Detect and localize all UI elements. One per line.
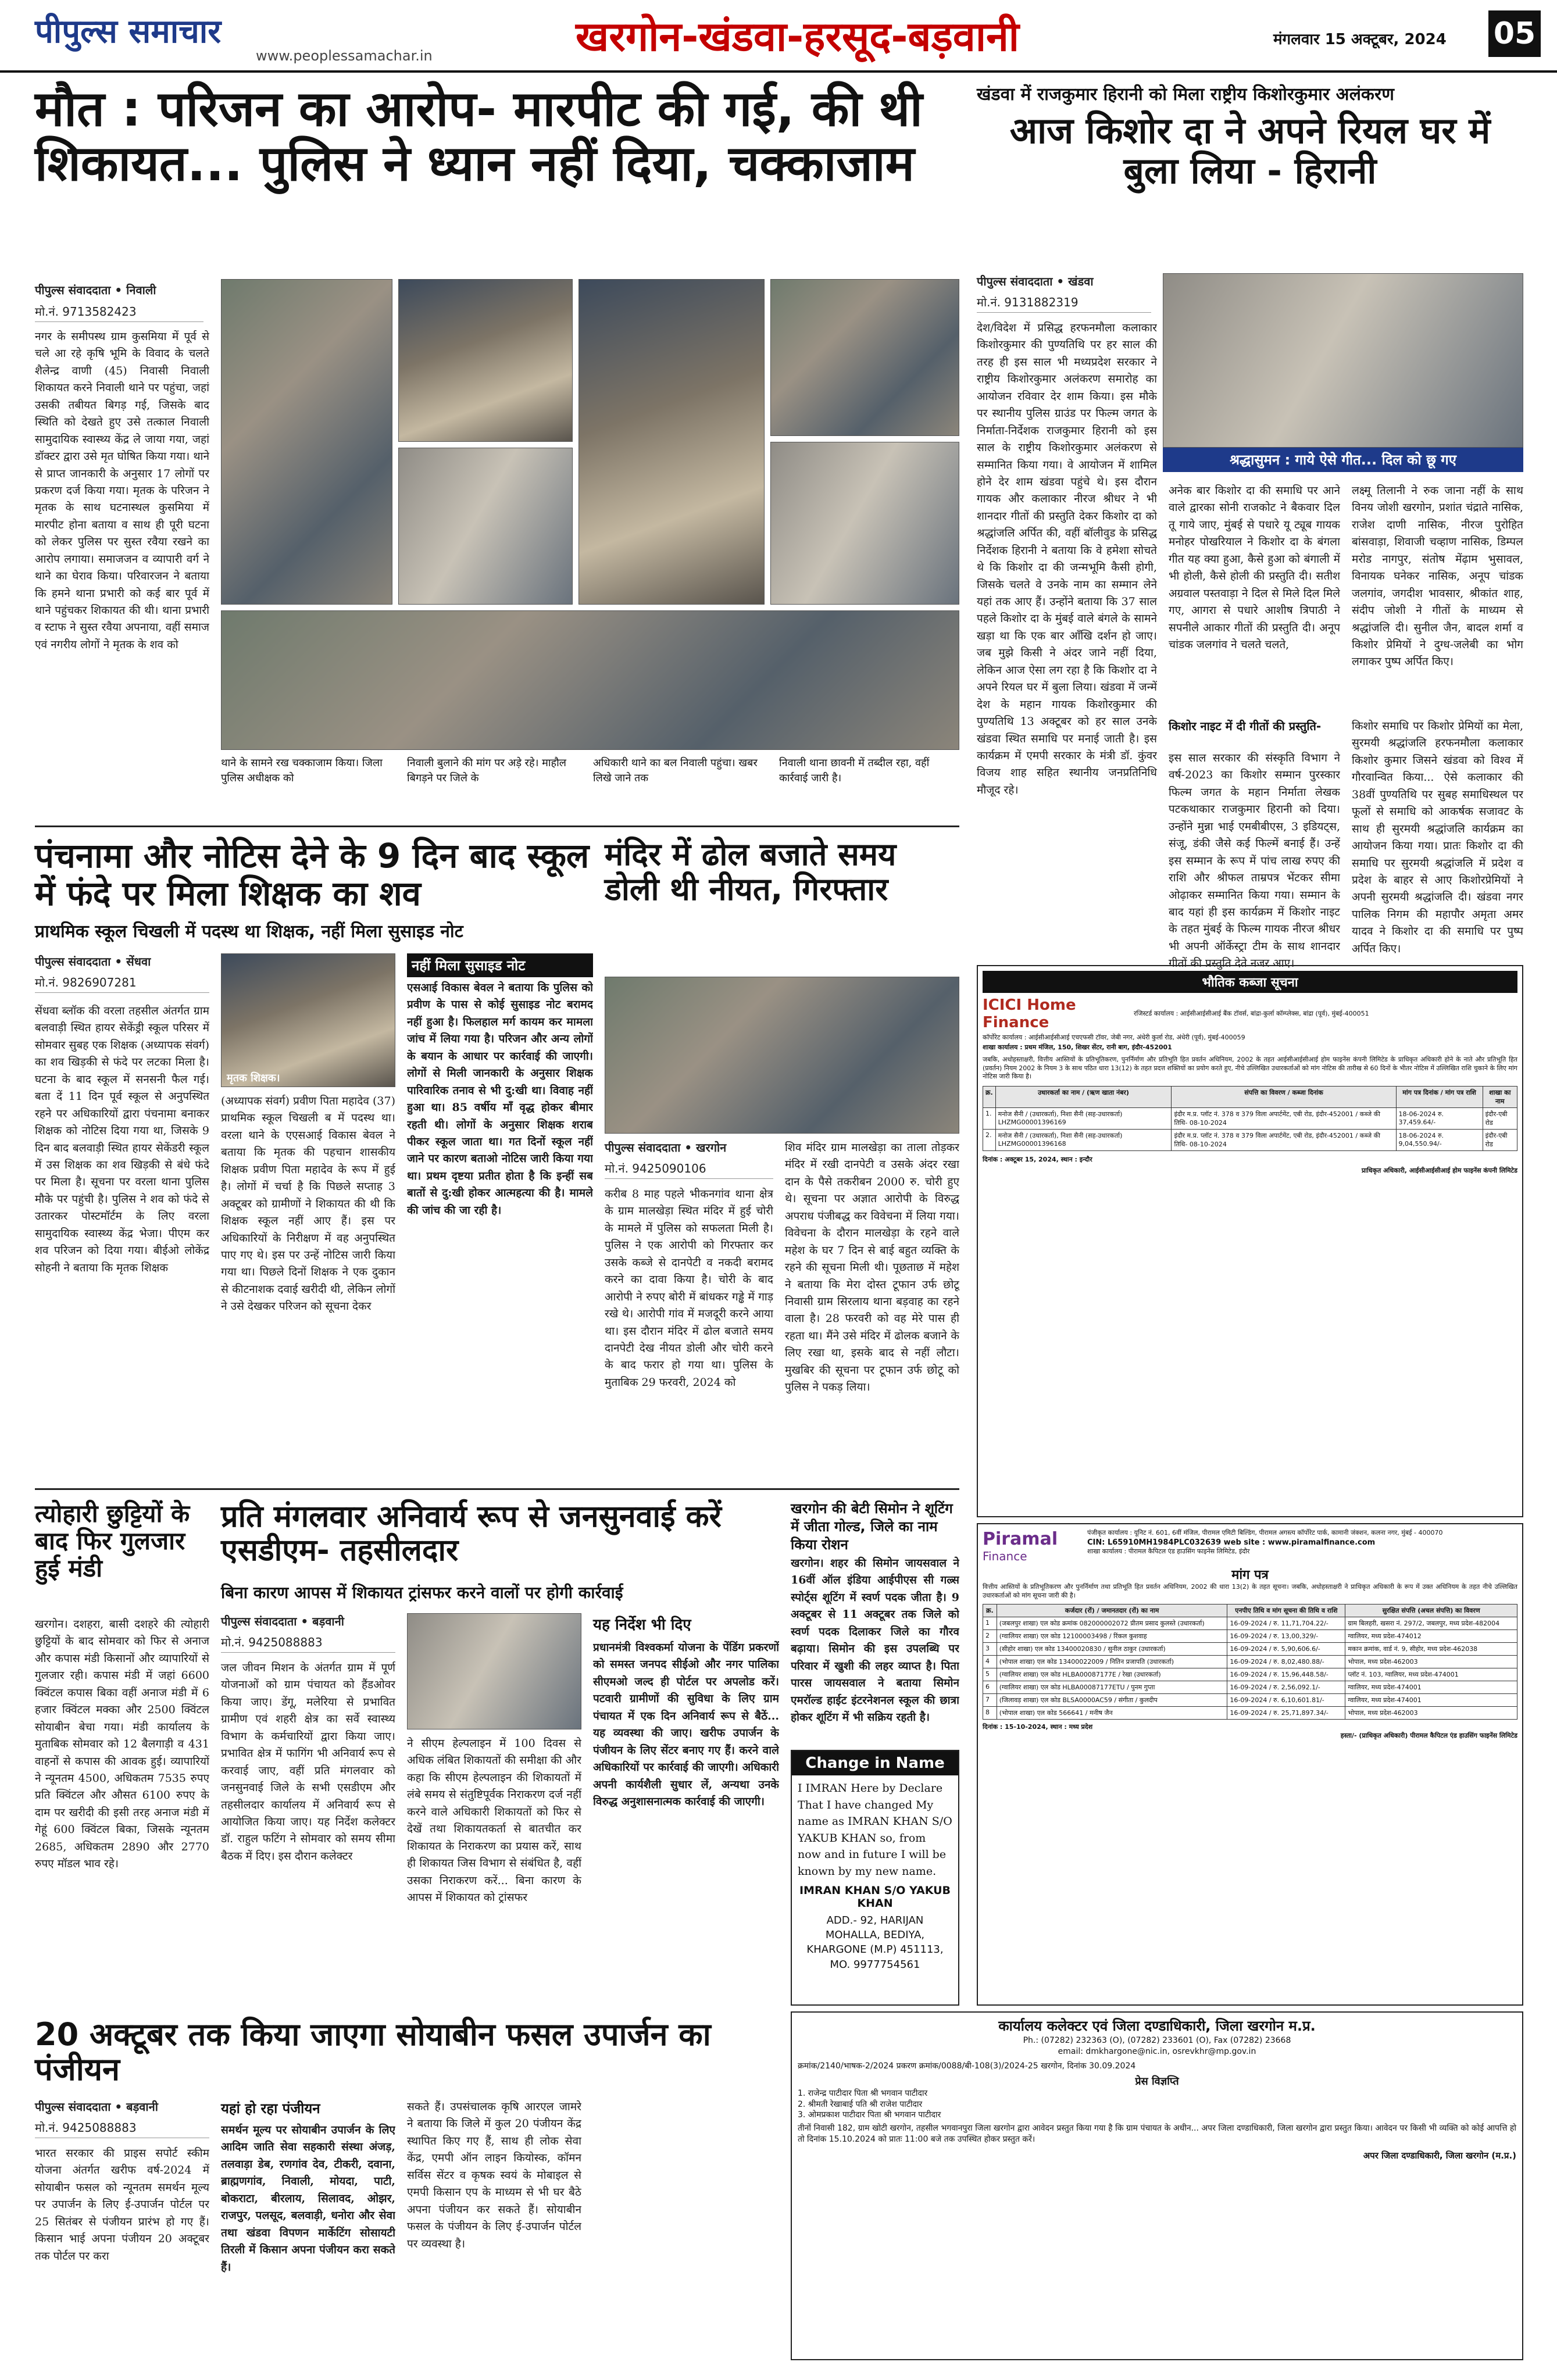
table-cell: इंदौर म.प्र. प्लॉट नं. 378 व 379 विला अपार्टमेंट, एबी रोड, इंदौर-452001 / कब्जे की तिथि- 08-10-2024 [1172,1130,1396,1151]
table-cell: 6 [983,1681,997,1693]
byline: पीपुल्स संवाददाता • सेंधवा [35,955,151,969]
news-photo [398,279,573,442]
table-header: उधारकर्ता का नाम / (ऋण खाता नंबर) [995,1087,1172,1108]
article-body-col5: किशोर समाधि पर किशोर प्रेमियों का मेला, सुरमयी श्रद्धांजलि हरफनमौला कलाकार किशोर कुमार जिसने खंडवा को विश्व में गौरवान्वित किया... ऐसे कलाकार की 38वीं पुण्यतिथि पर सुबह समाधिस्थल पर फूलों से समाधि को आकर्षक सजावट के साथ ही सुरमयी श्रद्धांजलि कार्यक्रम का आयोजन किया गया। प्रातः किशोर दा की समाधि पर सुरमयी श्रद्धांजलि में प्रदेश व प्रदेश के बाहर से आए किशोरप्रेमियों ने अपनी सुरमयी श्रद्धांजलि दी। खंडवा नगर पालिक निगम की महापौर अमृता अमर यादव ने किशोर दा की समाधि पर पुष्प अर्पित किए। [1352,720,1523,955]
table-row [983,1693,1517,1706]
masthead [0,0,1557,73]
subhead: किशोर नाइट में दी गीतों की प्रस्तुति- [1169,719,1322,733]
kicker: खंडवा में राजकुमार हिरानी को मिला राष्ट्रीय किशोरकुमार अलंकरण [977,84,1394,105]
table-cell: प्लॉट नं. 103, ग्वालियर, मध्य प्रदेश-474001 [1345,1668,1517,1681]
table-cell: मनोज सैनी / (उधारकर्ता), निशा सैनी (सह-उधारकर्ता) LHZMG00001396168 [995,1130,1172,1151]
table-cell: 18-06-2024 रु. 9,04,550.94/- [1396,1130,1483,1151]
notice-intro: जबकि, अधोहस्ताक्षरी, वित्तीय आस्तियों के प्रतिभूतिकरण, पुनर्निर्माण और प्रतिभूति हित प्रवर्तन अधिनियम, 2002 के तहत आईसीआईसीआई होम फाइनेंस कंपनी लिमिटेड के प्राधिकृत अधिकारी होने के नाते और प्रतिभूति हित (प्रवर्तन) नियम 2002 के नियम 3 के साथ पठित धारा 13(12) के तहत प्रदत्त शक्तियों का प्रयोग करते हुए, नीचे उल्लिखित उधारकर्ताओं को मांग नोटिस की तारीख से 60 दिनों के भीतर नोटिस में उल्लिखित राशि चुकाने के लिए मांग नोटिस जारी किया है। [983,1055,1517,1081]
table-cell: 5 [983,1668,997,1681]
story-simon-shooting [791,1500,959,1744]
table-cell: 2 [983,1629,997,1642]
table-header: क्र. [983,1604,997,1617]
issue-date: मंगलवार 15 अक्टूबर, 2024 [1273,31,1447,48]
table-header: क्र. [983,1087,996,1108]
table-cell: 8 [983,1706,997,1719]
story-soybean [35,2017,779,2366]
byline: पीपुल्स संवाददाता • बड़वानी [35,2100,158,2114]
notice-signature: प्राधिकृत अधिकारी, आईसीआईसीआई होम फाइनेंस कंपनी लिमिटेड [1361,1167,1517,1175]
byline: पीपुल्स संवाददाता • बड़वानी [221,1614,344,1628]
release-body: तीनों निवासी 182, ग्राम खोटी खरगोन, तहसील भगवानपुरा जिला खरगोन द्वारा आवेदन प्रस्तुत किया गया है कि ग्राम पंचायत के अधीन... अपर जिला दण्डाधिकारी, जिला खरगोन द्वारा प्रस्तुत किया। आवेदन पर किसी भी व्यक्ति को कोई आपत्ति हो तो दिनांक 15.10.2024 को प्रातः 11:00 बजे तक उपस्थित होकर प्रस्तुत करें। [798,2124,1516,2145]
table-row [983,1655,1517,1668]
brand-logo: पीपुल्स समाचार [35,13,222,51]
icici-logo: ICICI Home Finance [983,996,1076,1031]
table-cell: 16-09-2024 / रु. 2,56,092.1/- [1227,1681,1345,1693]
table-row [983,1642,1517,1655]
article-body-col2: ने सीएम हेल्पलाइन में 100 दिवस से अधिक लंबित शिकायतों की समीक्षा की और कहा कि सीएम हेल्पलाइन की शिकायतों में लंबे समय से संतुष्टिपूर्वक निराकरण दर्ज नहीं करने वाले अधिकारी शिकायतों को फिर से देखें तथा शिकायतकर्ता से बातचीत कर शिकायत के निराकरण का प्रयास करें, साथ ही शिकायत जिस विभाग से संबंधित है, वहीं उसका निराकरण करें... बिना कारण के आपस में शिकायत को ट्रांसफर [407,1737,581,1904]
piramal-logo: Piramal [983,1529,1058,1549]
page-number: 05 [1488,10,1541,57]
table-cell: 18-06-2024 रु. 37,459.64/- [1396,1108,1483,1130]
article-body-col3: लक्ष्मू तिलानी ने रुक जाना नहीं के साथ विनय जोशी खरगोन, प्रशांत चंद्राते नासिक, राजेश दाणी नासिक, नीरज पुरोहित बांसवाड़ा, शिवाजी चव्हाण नासिक, डिम्पल मरोड नागपुर, संतोष मेंढ़ाम भुसावल, विनायक घनेकर नासिक, अनूप चांडक जलगांव, जगदीश भावसार, श्रीकांत शाह, संदीप जोशी ने गीतों के माध्यम से श्रद्धांजलि दी। सुनील जैन, बादल शर्मा व किशोर प्रेमियों ने दुग्ध-जलेबी का भोग लगाकर पुष्प अर्पित किए। [1352,484,1523,669]
story-nivali [35,81,959,826]
table-row [983,1130,1517,1151]
news-photo [221,610,959,750]
news-photo [770,279,959,436]
table-cell: (ग्वालियर शाखा) एल कोड 12100003498 / रिंकल कुशवाह [997,1629,1227,1642]
table-cell: 16-09-2024 / रु. 25,71,897.34/- [1227,1706,1345,1719]
table-cell: (सीहोर शाखा) एल कोड 13400020830 / सुनील ठाकुर (उधारकर्ता) [997,1642,1227,1655]
meeting-photo [407,1613,581,1729]
table-cell: भोपाल, मध्य प्रदेश-462003 [1345,1655,1517,1668]
article-body-col2: अनेक बार किशोर दा की समाधि पर आने वाले द्वारका सोनी राजकोट ने बैकवार दिल तू गाये जाए, मुंबई से पधारे यू ट्यूब गायक मनोहर पोखरियाल ने किशोर दा के बंगला गीत यह क्या हुआ, कैसे हुआ को बंगाली में भी होली, कैसे होली की प्रस्तुति दी। सतीश अग्रवाल पस्तवाड़ा ने दिल से मिले दिल मिले गए, आगरा से पधारे आशीष त्रिपाठी ने सपनीले आकार गीतों की प्रस्तुति दी। अनूप चांडक जलगांव ने चलते चलते, [1169,484,1340,651]
release-signature: अपर जिला दण्डाधिकारी, जिला खरगोन (म.प्र.) [1363,2150,1516,2161]
table-cell: 16-09-2024 / रु. 11,71,704.22/- [1227,1617,1345,1629]
table-cell: मनोज सैनी / (उधारकर्ता), निशा सैनी (सह-उधारकर्ता) LHZMG00001396169 [995,1108,1172,1130]
mobile-number: मो.नं. 9826907281 [35,972,209,993]
sidebar-body: प्रधानमंत्री विश्वकर्मा योजना के पेंडिंग प्रकरणों को समस्त जनपद सीईओ और नगर पालिका सीएमओ जल्द ही पोर्टल पर अपलोड करें। पटवारी ग्रामीणों की सुविधा के लिए ग्राम पंचायत में एक दिन अनिवार्य रूप से बैठें... यह व्यवस्था की जाए। खरीफ उपार्जन के पंजीयन के लिए सेंटर बनाए गए हैं। करने वाले अधिकारियों पर कार्रवाई की जाएगी। अधिकारी अपनी कार्यशैली सुधार लें, अन्यथा उनके विरुद्ध अनुशासनात्मक कार्रवाई की जाएगी। [593,1641,779,1808]
notice-footer: दिनांक : 15-10-2024, स्थान : मध्य प्रदेश [983,1723,1093,1731]
table-cell: 4 [983,1655,997,1668]
table-cell: भोपाल, मध्य प्रदेश-462003 [1345,1706,1517,1719]
article-body: देश/विदेश में प्रसिद्ध हरफनमौला कलाकार किशोरकुमार की पुण्यतिथि पर हर साल की तरह ही इस साल भी मध्यप्रदेश सरकार ने राष्ट्रीय किशोरकुमार अलंकरण समारोह का आयोजन रविवार देर शाम किया। इस मौके पर स्थानीय पुलिस ग्राउंड पर फिल्म जगत के निर्माता-निर्देशक राजकुमार हिरानी को इस साल के राष्ट्रीय किशोरकुमार अलंकरण से सम्मानित किया गया। वे आयोजन में शामिल होने देर शाम खंडवा पहुंचे थे। इस दौरान गायक और कलाकार नीरज श्रीधर ने भी शानदार गीतों की प्रस्तुति देकर किशोर दा को श्रद्धांजलि अर्पित की, वहीं बॉलीवुड के प्रसिद्ध निर्देशक हिरानी ने बताया कि वे हमेशा सोचते थे कि किशोर दा की जन्मभूमि कैसी होगी, जिसके चलते वे उनके नाम का सम्मान लेने यहां तक आए हैं। उन्होंने बताया कि 37 साल पहले किशोर दा के मुंबई वाले बंगले के सामने खड़ा था कि एक बार आँखि दर्शन हो जाए। जब मुझे किसी ने अंदर जाने नहीं दिया, लेकिन आज ऐसा लग रहा है कि किशोर दा ने अपने रियल घर में बुला लिया। खंडवा में जन्में देश के महान गायक किशोरकुमार की पुण्यतिथि 13 अक्टूबर को हर साल उनके खंडवा स्थित समाधि पर मनाई जाती है। इस कार्यक्रम में एमपी सरकार के मंत्री डॉ. कुंवर विजय शाह सहित स्थानीय जनप्रतिनिधि मौजूद रहे। [977,321,1157,796]
sidebar-title: नहीं मिला सुसाइड नोट [407,953,593,977]
table-header: कर्जदार (रों) / जमानतदार (रों) का नाम [997,1604,1227,1617]
news-photo [770,442,959,605]
story-khargone-temple [605,837,959,1482]
table-cell: ग्राम बिलहरी, खसरा नं. 297/2, जबलपुर, मध्य प्रदेश-482004 [1345,1617,1517,1629]
table-row [983,1706,1517,1719]
office-phone: Ph.: (07282) 232363 (O), (07282) 233601 (O), Fax (07282) 23668 [1023,2036,1291,2045]
story-sendhwa [35,837,593,1482]
branch-office: शाखा कार्यालय : पीरामल कैपिटल एंड हाउसिंग फाइनेंस लिमिटेड, इंदौर [1087,1548,1250,1556]
caption: थाने के सामने रख चक्काजाम किया। जिला पुलिस अधीक्षक को [221,757,383,785]
table-cell: (ग्वालियर शाखा) एल कोड HLBA00087177E / रेखा (उधारकर्ता) [997,1668,1227,1681]
photo-caption: श्रद्धासुमन : गाये ऐसे गीत... दिल को छू गए [1163,448,1523,472]
story-mandi [35,1500,209,2011]
change-name-ad [791,1750,959,2006]
table-cell: इंदौर-एबी रोड [1483,1108,1517,1130]
divider [35,1488,959,1490]
release-item: 2. श्रीमती रेखाबाई पति श्री राजेश पाटीदार [798,2099,923,2109]
headline: प्रति मंगलवार अनिवार्य रूप से जनसुनवाई करें एसडीएम- तहसीलदार [221,1499,722,1568]
teacher-photo [221,953,395,1087]
table-cell: (भोपाल शाखा) एल कोड 13400022009 / नितिन प्रजापति (उधारकर्ता) [997,1655,1227,1668]
cin-number: CIN: L65910MH1984PLC032639 web site : www.piramalfinance.com [1087,1538,1376,1547]
table-cell: 3 [983,1642,997,1655]
article-body-col2: शिव मंदिर ग्राम मालखेड़ा का ताला तोड़कर मंदिर में रखी दानपेटी व उसके अंदर रखा दान के पैसे तकरीबन 2000 रु. चोरी हुए थे। सूचना पर अज्ञात आरोपी के विरुद्ध अपराध पंजीबद्ध कर विवेचना में लिया गया। विवेचना के दौरान मालखेड़ा के रहने वाले महेश के घर 7 दिन से बाई बहुत व्यक्ति के रहने की सूचना मिली थी। पूछताछ में महेश ने बताया कि मेरा दोस्त टूफान उर्फ छोटू निवासी ग्राम सिरलाय थाना बड़वाह का रहने वाला है। 28 फरवरी को वह मेरे पास ही रहता था। मैंने उसे मंदिर में ढोलक बजाने के लिए रखा था, इसके बाद से नहीं लौटा। मुखबिर की सूचना पर टूफान उर्फ छोटू को पुलिस ने पकड़ लिया। [785,1141,959,1394]
branch-office: शाखा कार्यालय : प्रथम मंजिल, 150, शिखर सेंटर, रानी बाग, इंदौर-452001 [983,1043,1172,1051]
office-title: कार्यालय कलेक्टर एवं जिला दण्डाधिकारी, जिला खरगोन म.प्र. [998,2018,1316,2034]
table-cell: 2. [983,1130,996,1151]
caption: निवाली थाना छावनी में तब्दील रहा, वहीं कार्रवाई जारी है। [779,757,930,785]
headline: खरगोन की बेटी सिमोन ने शूटिंग में जीता गोल्ड, जिले का नाम किया रोशन [791,1500,953,1553]
table-cell: 16-09-2024 / रु. 5,90,606.6/- [1227,1642,1345,1655]
box-body: समर्थन मूल्य पर सोयाबीन उपार्जन के लिए आदिम जाति सेवा सहकारी संस्था अंजड़, तलवाड़ा डेब, रणगांव देव, टीकरी, दवाना, ब्राह्मणगांव, निवाली, मोयदा, पाटी, बोकराटा, बीरलाय, सिलावद, ओझर, राजपुर, पलसूद, बलवाड़ी, धनोरा और सेवा तथा खंडवा विपणन मार्केटिंग सोसायटी तिरली में किसान अपना पंजीयन करा सकते हैं। [221,2124,395,2274]
collector-press-release [791,2011,1523,2360]
table-cell: ग्वालियर, मध्य प्रदेश-474001 [1345,1681,1517,1693]
caption: निवाली बुलाने की मांग पर अड़े रहे। माहौल बिगड़ने पर जिले के [407,757,566,785]
table-row [983,1668,1517,1681]
article-body-col2: सकते हैं। उपसंचालक कृषि आरएल जामरे ने बताया कि जिले में कुल 20 पंजीयन केंद्र स्थापित किए गए हैं, साथ ही लोक सेवा केंद्र, एमपी ऑन लाइन कियोस्क, कॉमन सर्विस सेंटर व कृषक स्वयं के मोबाइल से एमपी किसान एप के माध्यम से भी घर बैठे अपना पंजीयन कर सकते हैं। सोयाबीन फसल के पंजीयन के लिए ई-उपार्जन पोर्टल पर व्यवस्था है। [407,2100,581,2250]
story-khandwa [977,81,1523,970]
borrower-table [983,1086,1517,1151]
mobile-number: मो.नं. 9131882319 [977,292,1151,313]
table-cell: 16-09-2024 / रु. 13,00,329/- [1227,1629,1345,1642]
corporate-office: कॉर्पोरेट कार्यालय : आईसीआईसीआई एचएफसी टॉवर, जेबी नगर, अंधेरी कुर्ला रोड, अंधेरी (पूर्व), मुंबई-400059 [983,1034,1245,1041]
headline: मौत : परिजन का आरोप- मारपीट की गई, की थी शिकायत... पुलिस ने ध्यान नहीं दिया, चक्काजाम [35,80,923,192]
table-cell: 16-09-2024 / रु. 15,96,448.58/- [1227,1668,1345,1681]
mobile-number: मो.नं. 9425088883 [221,1632,395,1653]
table-cell: (ग्वालियर शाखा) एल कोड HLBA00087177ETU / पुनम गुप्ता [997,1681,1227,1693]
site-url[interactable]: www.peoplessamachar.in [256,48,433,64]
table-cell: 7 [983,1693,997,1706]
news-photo [398,448,573,605]
photo-label: मृतक शिक्षक। [227,1072,280,1084]
ad-address: ADD.- 92, HARIJAN MOHALLA, BEDIYA, KHARGONE (M.P) 451113, MO. 9977754561 [806,1914,944,1971]
article-body: भारत सरकार की प्राइस सपोर्ट स्कीम योजना अंतर्गत खरीफ वर्ष-2024 में सोयाबीन फसल को न्यूनतम समर्थन मूल्य पर उपार्जन के लिए ई-उपार्जन पोर्टल पर 25 सितंबर से पंजीयन प्रारंभ हो गए हैं। किसान भाई अपना पंजीयन 20 अक्टूबर तक पोर्टल पर करा [35,2147,209,2263]
notice-title: भौतिक कब्जा सूचना [983,971,1517,993]
headline: 20 अक्टूबर तक किया जाएगा सोयाबीन फसल उपार्जन का पंजीयन [35,2016,711,2088]
release-subject: प्रेस विज्ञप्ति [1135,2075,1179,2088]
headline: पंचनामा और नोटिस देने के 9 दिन बाद स्कूल में फंदे पर मिला शिक्षक का शव [35,836,590,913]
news-photo [221,279,392,605]
table-cell: (भोपाल शाखा) एल कोड 566641 / मनीष जैन [997,1706,1227,1719]
table-cell: ग्वालियर, मध्य प्रदेश-474012 [1345,1629,1517,1642]
sidebar-body: एसआई विकास बेवल ने बताया कि पुलिस को प्रवीण के पास से कोई सुसाइड नोट बरामद नहीं हुआ है। फिलहाल मर्ग कायम कर मामला जांच में लिया गया है। परिजन और अन्य लोगों के बयान के आधार पर कार्रवाई की जाएगी। लोगों से मिली जानकारी के अनुसार शिक्षक पारिवारिक तनाव से भी दु:खी था। विवाह नहीं हुआ था। 85 वर्षीय माँ वृद्ध होकर बीमार रहती थी। लोगों के अनुसार शिक्षक शराब पीकर स्कूल जाता था। गत दिनों स्कूल नहीं जाने पर कारण बताओ नोटिस जारी किया गया था। प्रथम दृष्टया प्रतीत होता है कि इन्हीं सब बातों से दु:खी होकर आत्महत्या की है। मामले की जांच की जा रही है। [407,981,593,1217]
ceremony-photo [1163,273,1523,448]
mobile-number: मो.नं. 9425090106 [605,1158,773,1179]
table-cell: 1. [983,1108,996,1130]
table-header: सुरक्षित संपत्ति (अचल संपत्ति) का विवरण [1345,1604,1517,1617]
article-body-col4: इस साल सरकार की संस्कृति विभाग ने वर्ष-2023 का किशोर सम्मान पुरस्कार फिल्म जगत के महान निर्माता लेखक पटकथाकार राजकुमार हिरानी को दिया। उन्होंने मुन्ना भाई एमबीबीएस, 3 इडियट्स, संजू, डंकी जैसे कई फिल्में बनाई हैं। उन्हें इस सम्मान के रूप में पांच लाख रुपए की राशि और श्रीफल ताम्रपत्र भेंटकर सीमा ओढ़ाकर सम्मानित किया गया। सम्मान के बाद यहां ही इस कार्यक्रम में किशोर नाइट के तहत मुंबई के फिल्म गायक नीरज श्रीधर भी अपनी ऑर्केस्ट्रा टीम के साथ शानदार गीतों की प्रस्तुति देते नजर आए। [1169,752,1340,970]
table-cell: इंदौर म.प्र. प्लॉट नं. 378 व 379 विला अपार्टमेंट, एबी रोड, इंदौर-452001 / कब्जे की तिथि- 08-10-2024 [1172,1108,1396,1130]
headline: त्योहारी छुट्टियों के बाद फिर गुलजार हुई मंडी [35,1499,190,1583]
registered-office: रजिस्टर्ड कार्यालय : आईसीआईसीआई बैंक टॉवर्स, बांद्रा-कुर्ला कॉम्प्लेक्स, बांद्रा (पूर्व), मुंबई-400051 [1134,1009,1369,1017]
story-jansunwai [221,1500,779,2011]
news-photo [578,279,765,605]
release-item: 1. राजेन्द्र पाटीदार पिता श्री भगवान पाटीदार [798,2088,928,2098]
subhead: प्राथमिक स्कूल चिखली में पदस्थ था शिक्षक, नहीं मिला सुसाइड नोट [35,921,463,942]
headline: आज किशोर दा ने अपने रियल घर में बुला लिया - हिरानी [1009,109,1491,192]
notice-footer: दिनांक : अक्टूबर 15, 2024, स्थान : इन्दौर [983,1156,1092,1164]
byline: पीपुल्स संवाददाता • निवाली [35,283,156,297]
notice-signature: हस्ता/- (प्राधिकृत अधिकारी) पीरामल कैपिटल एंड हाउसिंग फाइनेंस लिमिटेड [1340,1731,1517,1739]
subhead: बिना कारण आपस में शिकायत ट्रांसफर करने वालों पर होगी कार्रवाई [221,1583,623,1602]
registered-office: पंजीकृत कार्यालय : यूनिट नं. 601, 6वीं मंजिल, पीरामल एमिटी बिल्डिंग, पीरामल अगस्त्य कॉर्पोरेट पार्क, कामानी जंक्शन, कलना नगर, मुंबई - 400070 [1087,1529,1443,1536]
table-row [983,1681,1517,1693]
sidebar-title: यह निर्देश भी दिए [593,1616,691,1634]
reference-number: क्रमांक/2140/भाषक-2/2024 प्रकरण क्रमांक/0088/बी-108(3)/2024-25 खरगोन, दिनांक 30.09.2024 [798,2061,1136,2071]
office-email: email: dmkhargone@nic.in, osrevkhr@mp.gov.in [1058,2046,1256,2056]
table-cell: 16-09-2024 / रु. 6,10,601.81/- [1227,1693,1345,1706]
table-cell: ग्वालियर, मध्य प्रदेश-474001 [1345,1693,1517,1706]
section-title: खरगोन-खंडवा-हरसूद-बड़वानी [576,13,1019,60]
table-cell: मकान क्रमांक, वार्ड नं. 9, सीहोर, मध्य प्रदेश-462038 [1345,1642,1517,1655]
table-cell: 1 [983,1617,997,1629]
table-row [983,1629,1517,1642]
table-row [983,1108,1517,1130]
article-body: सेंधवा ब्लॉक की वरला तहसील अंतर्गत ग्राम बलवाड़ी स्थित हायर सेकेंड्री स्कूल परिसर में सोमवार सुबह एक शिक्षक (अध्यापक संवर्ग) का शव खिड़की से फंदे पर लटका मिला है। घटना के बाद स्कूल में सनसनी फैल गई। बता दें 11 दिन पूर्व स्कूल से अनुपस्थित रहने पर अधिकारियों द्वारा पंचनामा बनाकर शिक्षक को नोटिस दिया गया था, जिसके 9 दिन बाद बलवाड़ी स्थित हायर सेकेंडरी स्कूल में उस शिक्षक का शव खिड़की से बंधे फंदे पर मिला है। सूचना पर वरला थाना पुलिस मौके पर पहुंची है। पुलिस ने शव को फंदे से उतारकर पोस्टमॉर्टम के लिए वरला सामुदायिक स्वास्थ्य केंद्र भेजा। पीएम कर शव परिजन को दिया गया। बीईओ लोकेंद्र सोहनी ने बताया कि मृतक शिक्षक [35,1005,209,1274]
mobile-number: मो.नं. 9713582423 [35,301,203,322]
article-body: खरगोन। दशहरा, बासी दशहरे की त्योहारी छुट्टियों के बाद सोमवार को फिर से अनाज और कपास मंडी किसानों और व्यापारियों से गुलजार रही। कपास मंडी में जहां 6600 क्विंटल कपास बिका वहीं अनाज मंडी में 6 हजार क्विंटल मक्का और 2500 क्विंटल सोयाबीन बेचा गया। मंडी कार्यालय के मुताबिक सोमवार को 12 बैलगाड़ी व 431 वाहनों से कपास की आवक हुई। व्यापारियों ने न्यूनतम 4500, अधिकतम 7535 रुपए प्रति क्विंटल और औसत 6100 रुपए के दाम पर खरीदी की इसी तरह अनाज मंडी में गेहूं 600 क्विंटल बिका, जिसके न्यूनतम 2685, अधिकतम 2890 और 2770 रुपए मॉडल भाव रहे। [35,1618,209,1871]
caption: अधिकारी थाने का बल निवाली पहुंचा। खबर लिखे जाने तक [593,757,758,785]
borrower-table [983,1604,1517,1720]
icici-possession-notice [977,965,1523,1517]
table-header: एनपीए तिथि व मांग सूचना की तिथि व राशि [1227,1604,1345,1617]
table-cell: इंदौर-एबी रोड [1483,1130,1517,1151]
article-body: जल जीवन मिशन के अंतर्गत ग्राम में पूर्ण योजनाओं को ग्राम पंचायत को हैंडओवर किया जाए। डेंगू, मलेरिया से प्रभावित ग्रामीण एवं शहरी क्षेत्र का सर्वे स्वास्थ्य विभाग के कर्मचारियों द्वारा किया जाए। प्रभावित क्षेत्र में फागिंग भी अनिवार्य रूप से करवाई जाए, वहीं प्रति मंगलवार को जनसुनवाई जिले के सभी एसडीएम और तहसीलदार कार्यालय में अनिवार्य रूप से आयोजित किया जाए। यह निर्देश कलेक्टर डॉ. राहुल फटिंग ने सोमवार को समय सीमा बैठक में दिए। इस दौरान कलेक्टर [221,1661,395,1863]
table-row [983,1617,1517,1629]
byline: पीपुल्स संवाददाता • खंडवा [977,274,1094,288]
ad-title: Change in Name [792,1751,958,1775]
article-body: करीब 8 माह पहले भीकनगांव थाना क्षेत्र के ग्राम मालखेड़ा स्थित मंदिर में हुई चोरी के मामले में पुलिस को सफलता मिली है। पुलिस ने एक आरोपी को गिरफ्तार कर उसके कब्जे से दानपेटी व नकदी बरामद करने का दावा किया है। चोरी के बाद आरोपी ने रुपए बोरी में बांधकर गड्ढे में गाड़ रखे थे। आरोपी गांव में मजदूरी करने आया था। इस दौरान मंदिर में ढोल बजाते समय दानपेटी देख नीयत डोली और चोरी करने के बाद फरार हो गया था। पुलिस के मुताबिक 29 फरवरी, 2024 को [605,1188,773,1389]
divider [35,826,959,827]
box-title: यहां हो रहा पंजीयन [221,2100,320,2117]
piramal-demand-notice [977,1523,1523,2006]
table-header: संपत्ति का विवरण / कब्जा दिनांक [1172,1087,1396,1108]
notice-title: मांग पत्र [1231,1568,1269,1582]
article-body-col2: (अध्यापक संवर्ग) प्रवीण पिता महादेव (37) प्राथमिक स्कूल चिखली ब में पदस्थ था। वरला थाने के एएसआई विकास बेवल ने बताया कि मृतक की पहचान शासकीय शिक्षक प्रवीण पिता महादेव के रूप में हुई है। लोगों में चर्चा है कि पिछले सप्ताह 3 अक्टूबर को ग्रामीणों ने शिकायत की थी कि शिक्षक स्कूल नहीं आए हैं। इस पर अधिकारियों के निरीक्षण में वह अनुपस्थित पाए गए थे। इस पर उन्हें नोटिस जारी किया गया था। पिछले दिनों शिक्षक ने एक दुकान से कीटनाशक दवाई खरीदी थी, लेकिन लोगों ने उसे देखकर परिजन को सूचना देकर [221,1095,395,1313]
byline: पीपुल्स संवाददाता • खरगोन [605,1141,727,1155]
ad-body: I IMRAN Here by Declare That I have changed My name as IMRAN KHAN S/O YAKUB KHAN so, from now and in future I will be known by my new name. [798,1782,952,1878]
table-header: शाखा का नाम [1483,1087,1517,1108]
table-header: मांग पत्र दिनांक / मांग पत्र राशि [1396,1087,1483,1108]
table-cell: 16-09-2024 / रु. 8,02,480.88/- [1227,1655,1345,1668]
arrest-photo [605,977,959,1134]
ad-name: IMRAN KHAN S/O YAKUB KHAN [799,1884,951,1910]
table-cell: (जबलपुर शाखा) एल कोड क्रमांक 082000002072 प्रीतम प्रसाद कुलस्ते (उधारकर्ता) [997,1617,1227,1629]
article-body: खरगोन। शहर की सिमोन जायसवाल ने 16वीं ऑल इंडिया आईपीएस सी गल्र्स स्पोर्ट्स शूटिंग में स्वर्ण पदक जीता है। 9 अक्टूबर से 11 अक्टूबर तक जिले को स्वर्ण पदक दिलाकर जिले का गौरव बढ़ाया। सिमोन की इस उपलब्धि पर परिवार में खुशी की लहर व्याप्त है। पिता पारस जायसवाल ने बताया सिमोन एमरॉल्ड हाईट इंटरनेशनल स्कूल की छात्रा होकर शूटिंग में भी सक्रिय रहती है। [791,1557,959,1724]
mobile-number: मो.नं. 9425088883 [35,2117,209,2138]
piramal-logo-sub: Finance [983,1549,1027,1563]
notice-intro: वित्तीय आस्तियों के प्रतिभूतिकरण और पुनर्निर्माण तथा प्रतिभूति हित प्रवर्तन अधिनियम, 2002 की धारा 13(2) के तहत सूचना। जबकि, अधोहस्ताक्षरी ने प्राधिकृत अधिकारी के रूप में उक्त अधिनियम के तहत नीचे उल्लिखित उधारकर्ताओं को मांग सूचना जारी की है। [983,1583,1517,1599]
article-body: नगर के समीपस्थ ग्राम कुसमिया में पूर्व से चले आ रहे कृषि भूमि के विवाद के चलते शैलेन्द्र वाणी (45) निवासी निवाली शिकायत करने निवाली थाने पर पहुंचा, जहां उसकी तबीयत बिगड़ गई, जिसके बाद स्थिति को देखते हुए उसे तत्काल निवाली सामुदायिक स्वास्थ्य केंद्र ले जाया गया, जहां डॉक्टर द्वारा उसे मृत घोषित किया गया। थाने से प्राप्त जानकारी के अनुसार 17 लोगों पर प्रकरण दर्ज किया गया। मृतक के परिजन ने मृतक के साथ घटनास्थल कुसमिया में मारपीट होना बताया व साथ ही पूरी घटना को लेकर पुलिस पर सुस्त रवैया रखने का आरोप लगाया। समाजजन व व्यापारी वर्ग ने थाने का घेराव किया। परिवारजन ने बताया कि हमने थाना प्रभारी को कई बार पूर्व में थाने पहुंचकर शिकायत की थी। थाना प्रभारी व स्टाफ ने सुस्त रवैया अपनाया, वहीं समाज एवं नगरीय लोगों ने मृतक के शव को [35,330,209,651]
headline: मंदिर में ढोल बजाते समय डोली थी नीयत, गिरफ्तार [605,836,897,908]
table-cell: (जिलावड़ शाखा) एल कोड BLSA0000AC59 / संगीता / कुलदीप [997,1693,1227,1706]
release-item: 3. ओमप्रकाश पाटीदार पिता श्री भगवान पाटीदार [798,2110,941,2120]
